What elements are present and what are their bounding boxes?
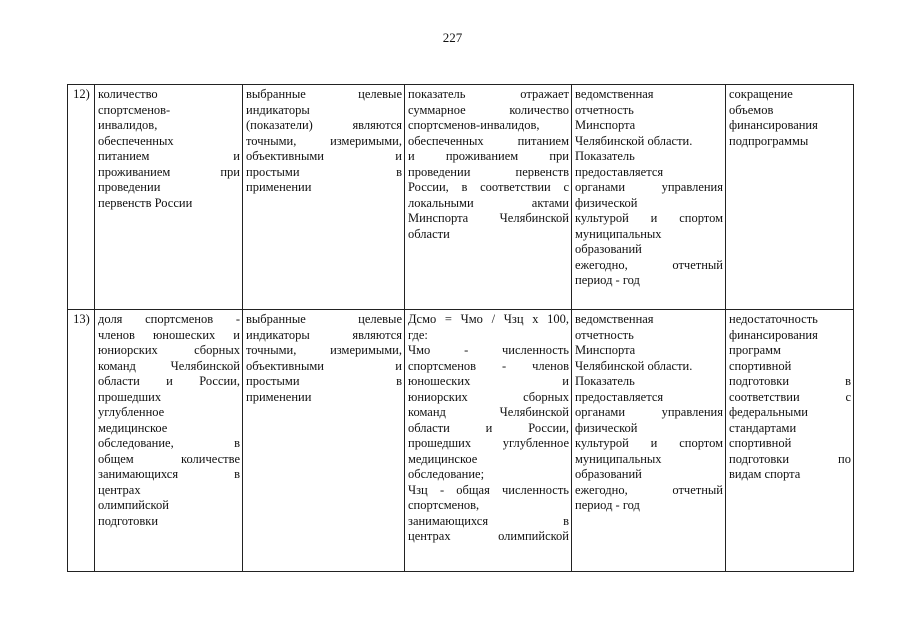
cell-text-line: проведении первенств	[408, 164, 569, 179]
cell-text-line: культурой и спортом	[575, 211, 723, 225]
cell-text-line: юниорских сборных	[98, 343, 240, 357]
cell-text-line: подпрограммы	[729, 133, 809, 148]
cell-text-line: федеральными	[729, 405, 808, 419]
cell-text-line: период - год	[575, 273, 640, 287]
cell-text-line: проживанием при	[98, 164, 240, 179]
cell-text-line: спортсменов-	[98, 102, 171, 117]
cell-text-line: применении	[246, 389, 312, 404]
data-source-cell	[572, 310, 726, 572]
cell-text-line: спортивной	[729, 436, 792, 450]
cell-text-line: прошедших углубленное	[408, 436, 569, 450]
cell-text-line: области и России,	[98, 374, 240, 388]
cell-text-line: индикаторы	[246, 102, 310, 117]
cell-text-line: выбранные целевые	[246, 87, 402, 101]
cell-text-line: предоставляется	[575, 389, 664, 404]
cell-text-line: ежегодно, отчетный	[575, 257, 723, 272]
cell-text-line: прошедших	[98, 389, 162, 404]
cell-text-line: олимпийской	[98, 498, 169, 512]
row-number: 13)	[68, 310, 95, 572]
cell-text-line: Минспорта	[575, 343, 636, 357]
calculation-method-cell	[405, 310, 572, 572]
cell-text-line: применении	[246, 180, 312, 194]
cell-text-line: Минспорта Челябинской	[408, 211, 569, 225]
indicators-table	[67, 84, 854, 572]
cell-text-line: соответствии с	[729, 389, 851, 404]
cell-text-line: углубленное	[98, 405, 165, 419]
calculation-method-cell	[405, 85, 572, 310]
cell-text-line: Чзц - общая численность	[408, 482, 569, 497]
cell-text-line: членов юношеских и	[98, 327, 240, 342]
cell-text-line: отчетность	[575, 102, 634, 117]
cell-text-line: Минспорта	[575, 118, 636, 132]
cell-text-line: центрах олимпийской	[408, 529, 569, 543]
table-row	[68, 310, 854, 572]
cell-text-line: и проживанием при	[408, 149, 569, 163]
cell-text-line: объективными и	[246, 149, 402, 163]
table-row	[68, 85, 854, 310]
cell-text-line: видам спорта	[729, 467, 801, 481]
cell-text-line: сокращение	[729, 87, 793, 101]
cell-text-line: общем количестве	[98, 451, 240, 466]
cell-text-line: Челябинской области.	[575, 358, 693, 373]
cell-text-line: отчетность	[575, 327, 634, 342]
cell-text-line: физической	[575, 195, 638, 210]
cell-text-line: России, в соответствии с	[408, 180, 569, 194]
cell-text-line: центрах	[98, 482, 141, 497]
cell-text-line: показатель отражает	[408, 87, 569, 101]
cell-text-line: ведомственная	[575, 312, 654, 326]
cell-text-line: выбранные целевые	[246, 312, 402, 326]
cell-text-line: где:	[408, 327, 428, 342]
cell-text-line: обеспеченных питанием	[408, 133, 569, 148]
cell-text-line: инвалидов,	[98, 118, 158, 132]
cell-text-line: проведении	[98, 180, 161, 194]
cell-text-line: подготовки в	[729, 374, 851, 388]
cell-text-line: обследование;	[408, 467, 485, 481]
cell-text-line: финансирования	[729, 327, 818, 342]
cell-text-line: период - год	[575, 498, 640, 512]
cell-text-line: образований	[575, 467, 642, 481]
cell-text-line: программ	[729, 343, 781, 357]
row-number: 12)	[68, 85, 95, 310]
indicator-rationale-cell	[243, 85, 405, 310]
cell-text-line: Челябинской области.	[575, 133, 693, 148]
cell-text-line: Чмо - численность	[408, 343, 569, 357]
cell-text-line: команд Челябинской	[98, 358, 240, 373]
cell-text-line: обеспеченных	[98, 133, 174, 148]
cell-text-line: Дсмо = Чмо / Чзц x 100,	[408, 312, 569, 326]
cell-text-line: точными, измеримыми,	[246, 343, 402, 357]
cell-text-line: муниципальных	[575, 451, 662, 466]
indicator-rationale-cell	[243, 310, 405, 572]
cell-text-line: культурой и спортом	[575, 436, 723, 450]
cell-text-line: медицинское	[408, 451, 478, 466]
cell-text-line: количество	[98, 87, 158, 101]
cell-text-line: Показатель	[575, 149, 635, 163]
cell-text-line: недостаточность	[729, 312, 818, 326]
cell-text-line: первенств России	[98, 195, 193, 210]
cell-text-line: образований	[575, 242, 642, 256]
cell-text-line: спортсменов - членов	[408, 358, 569, 373]
cell-text-line: подготовки по	[729, 451, 851, 466]
cell-text-line: занимающихся в	[98, 467, 240, 481]
cell-text-line: команд Челябинской	[408, 405, 569, 419]
cell-text-line: питанием и	[98, 149, 240, 163]
page-number: 227	[442, 30, 463, 45]
cell-text-line: физической	[575, 420, 638, 435]
cell-text-line: юниорских сборных	[408, 389, 569, 404]
cell-text-line: Показатель	[575, 374, 635, 388]
cell-text-line: индикаторы являются	[246, 327, 402, 342]
cell-text-line: спортсменов,	[408, 498, 480, 512]
cell-text-line: обследование, в	[98, 436, 240, 450]
cell-text-line: области и России,	[408, 420, 569, 435]
cell-text-line: простыми в	[246, 164, 402, 179]
cell-text-line: точными, измеримыми,	[246, 133, 402, 148]
indicator-name-cell	[95, 310, 243, 572]
cell-text-line: доля спортсменов -	[98, 312, 240, 326]
cell-text-line: ведомственная	[575, 87, 654, 101]
cell-text-line: суммарное количество	[408, 102, 569, 117]
indicator-name-cell	[95, 85, 243, 310]
cell-text-line: объективными и	[246, 358, 402, 373]
cell-text-line: локальными актами	[408, 195, 569, 210]
cell-text-line: юношеских и	[408, 374, 569, 388]
cell-text-line: простыми в	[246, 374, 402, 388]
cell-text-line: занимающихся в	[408, 513, 569, 528]
risk-factor-cell	[726, 85, 854, 310]
cell-text-line: спортивной	[729, 358, 792, 373]
cell-text-line: объемов	[729, 102, 774, 117]
cell-text-line: ежегодно, отчетный	[575, 482, 723, 497]
cell-text-line: органами управления	[575, 180, 723, 194]
cell-text-line: стандартами	[729, 420, 797, 435]
cell-text-line: подготовки	[98, 513, 159, 528]
cell-text-line: медицинское	[98, 420, 168, 435]
risk-factor-cell	[726, 310, 854, 572]
cell-text-line: предоставляется	[575, 164, 664, 179]
data-source-cell	[572, 85, 726, 310]
cell-text-line: области	[408, 226, 450, 241]
cell-text-line: финансирования	[729, 118, 818, 132]
cell-text-line: муниципальных	[575, 226, 662, 241]
cell-text-line: (показатели) являются	[246, 118, 402, 132]
cell-text-line: органами управления	[575, 405, 723, 419]
cell-text-line: спортсменов-инвалидов,	[408, 118, 540, 132]
